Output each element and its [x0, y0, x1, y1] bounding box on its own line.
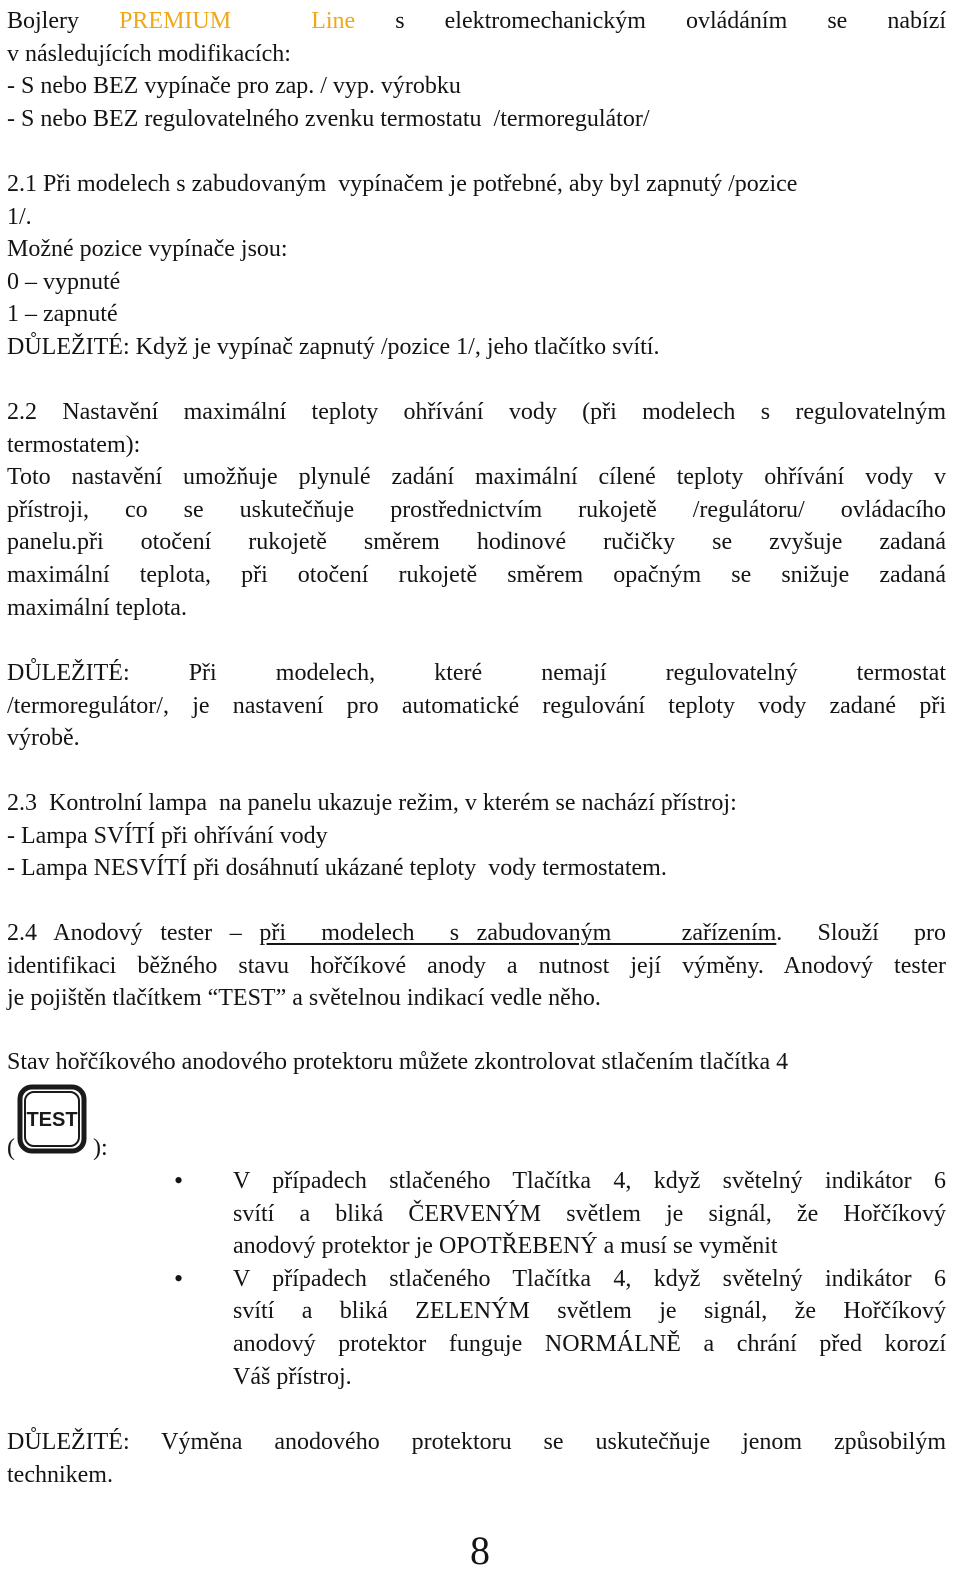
check-line-1: Stav hořčíkového anodového protektoru můžete zkontrolovat stlačením tlačítka 4: [7, 1049, 789, 1075]
s21-line-6: DŮLEŽITÉ: Když je vypínač zapnutý /pozice 1/, jeho tlačítko svítí.: [7, 333, 660, 360]
s23-line-3: - Lampa NESVÍTÍ při dosáhnutí ukázané teploty vody termostatem.: [7, 855, 667, 882]
bullet-dot: •: [174, 1166, 184, 1195]
s22-line-3: Toto nastavění umožňuje plynulé zadání maximální cílené teploty ohřívání vody v: [7, 464, 946, 491]
imp1-line-2: /termoregulátor/, je nastavení pro automatické regulování teploty vody zadané při: [7, 692, 946, 719]
bullet-item-green: [0, 1263, 946, 1393]
s23-line-2: - Lampa SVÍTÍ při ohřívání vody: [7, 822, 328, 849]
s22-line-1: 2.2 Nastavění maximální teploty ohřívání vody (při modelech s regulovatelným: [7, 399, 946, 425]
imp2-line-1: DŮLEŽITÉ: Výměna anodového protektoru se uskutečňuje jenom způsobilým: [7, 1429, 946, 1455]
test-button-icon: [17, 1084, 87, 1154]
bullet2-line-2: svítí a bliká ZELENÝM světlem je signál, že Hořčíkový: [233, 1298, 946, 1325]
s21-line-1: 2.1 Při modelech s zabudovaným vypínačem je potřebné, aby byl zapnutý /pozice: [7, 171, 798, 197]
s24-underlined: při modelech s zabudovaným zařízením: [259, 920, 777, 946]
bullet2-line-1: V případech stlačeného Tlačítka 4, když světelný indikátor 6: [233, 1265, 946, 1292]
section-2-1: [7, 168, 946, 364]
intro-paragraph: [7, 5, 946, 135]
s22-line-2: termostatem):: [7, 431, 141, 458]
s22-line-7: maximální teplota.: [7, 594, 187, 621]
s21-line-5: 1 – zapnuté: [7, 301, 118, 328]
imp2-line-2: technikem.: [7, 1461, 113, 1488]
section-2-4: [7, 917, 946, 1015]
important-note-2: [7, 1426, 946, 1491]
intro-line-2: v následujících modifikacích:: [7, 40, 291, 67]
paren-close: ):: [93, 1135, 108, 1161]
s24-line-1: 2.4 Anodový tester – při modelech s zabudovaným zařízením. Slouží pro: [7, 920, 947, 946]
s24-line-2: identifikaci běžného stavu hořčíkové anody a nutnost její výměny. Anodový tester: [7, 952, 946, 979]
s23-line-1: 2.3 Kontrolní lampa na panelu ukazuje režim, v kterém se nachází přístroj:: [7, 790, 737, 816]
paren-open: (: [7, 1135, 15, 1161]
bullet-list: [0, 1165, 946, 1393]
bullet2-line-4: Váš přístroj.: [233, 1363, 352, 1390]
bullet1-line-2: svítí a bliká ČERVENÝM světlem je signál, že Hořčíkový: [233, 1200, 946, 1227]
s22-line-6: maximální teplota, při otočení rukojetě směrem opačným se snižuje zadaná: [7, 561, 946, 588]
section-2-2: [7, 396, 946, 624]
brand-name: PREMIUM Line: [119, 8, 356, 34]
check-paragraph: [7, 1046, 946, 1079]
bullet2-line-3: anodový protektor funguje NORMÁLNĚ a chrání před korozí: [233, 1330, 946, 1357]
bullet1-line-3: anodový protektor je OPOTŘEBENÝ a musí se vyměnit: [233, 1233, 778, 1260]
s21-line-3: Možné pozice vypínače jsou:: [7, 236, 288, 263]
s24-line-3: je pojištěn tlačítkem “TEST” a světelnou indikací vedle něho.: [7, 985, 601, 1012]
imp1-line-3: výrobě.: [7, 725, 80, 752]
s22-line-5: panelu.při otočení rukojetě směrem hodinové ručičky se zvyšuje zadaná: [7, 529, 946, 556]
section-2-3: [7, 787, 946, 885]
s22-line-4: přístroji, co se uskutečňuje prostřednictvím rukojetě /regulátoru/ ovládacího: [7, 496, 946, 523]
s21-line-4: 0 – vypnuté: [7, 268, 121, 295]
page-number: 8: [470, 1528, 490, 1573]
test-icon-label: TEST: [26, 1109, 78, 1131]
intro-line-1: Bojlery PREMIUM Line s elektromechanickým ovládáním se nabízí: [7, 8, 947, 34]
bullet-dot: •: [174, 1263, 184, 1293]
s21-line-2: 1/.: [7, 203, 32, 230]
imp1-line-1: DŮLEŽITÉ: Při modelech, které nemají regulovatelný termostat: [7, 660, 946, 686]
bullet1-line-1: V případech stlačeného Tlačítka 4, když světelný indikátor 6: [233, 1168, 946, 1194]
important-note-1: [7, 657, 946, 755]
intro-line-3: - S nebo BEZ vypínače pro zap. / vyp. výrobku: [7, 73, 461, 100]
bullet-item-red: [0, 1165, 946, 1263]
intro-line-4: - S nebo BEZ regulovatelného zvenku termostatu /termoregulátor/: [7, 105, 650, 132]
